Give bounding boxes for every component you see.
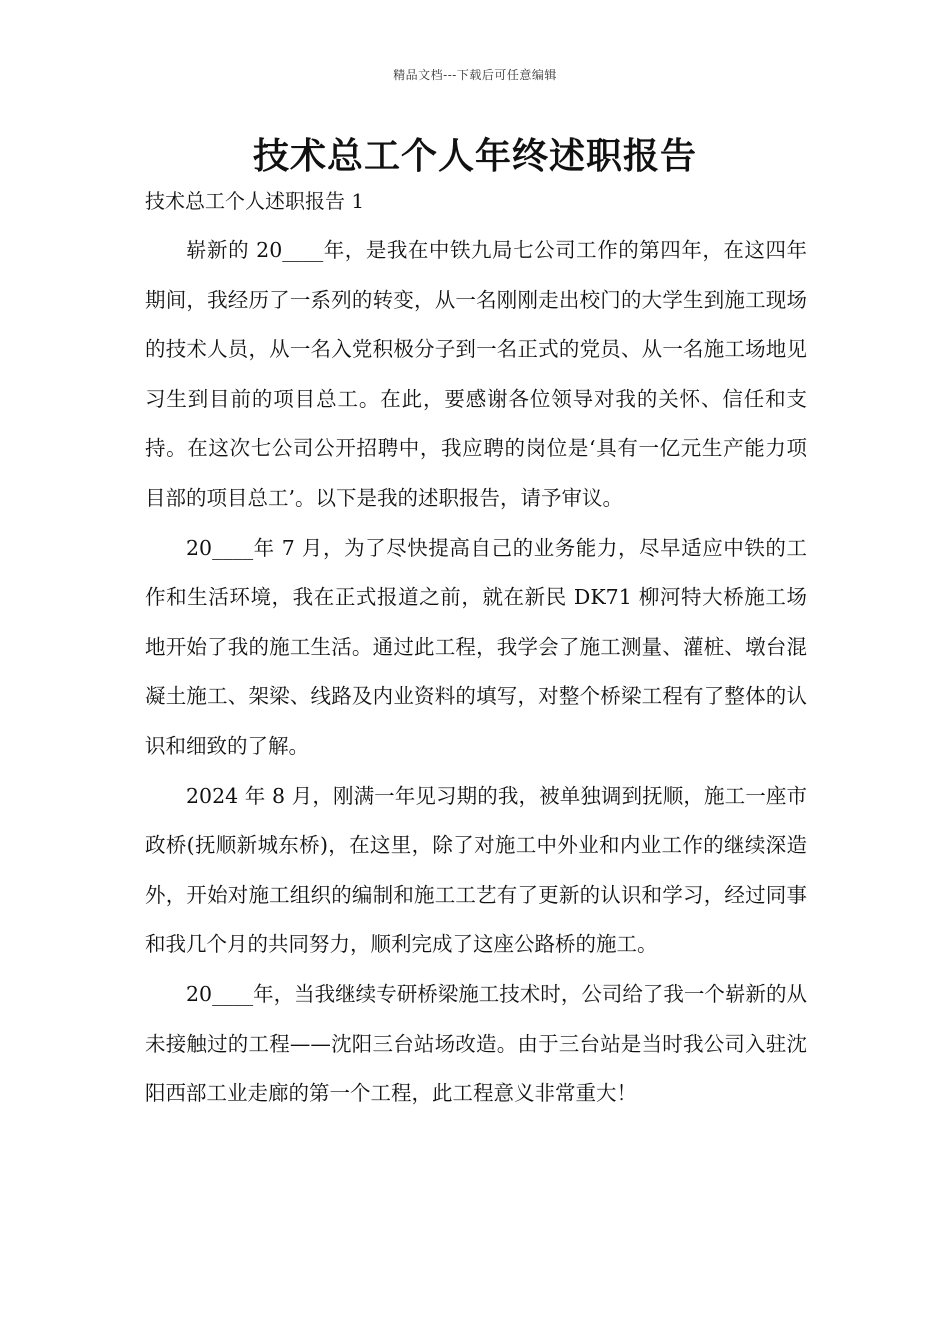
paragraph-3: 2024 年 8 月，刚满一年见习期的我，被单独调到抚顺，施工一座市政桥(抚顺新城东桥)，在这里，除了对施工中外业和内业工作的继续深造外，开始对施工组织的编制和施工工艺有了更新的认识和学习，经过同事和我几个月的共同努力，顺利完成了这座公路桥的施工。 [145,783,807,957]
paragraph-2: 20____年 7 月，为了尽快提高自己的业务能力，尽早适应中铁的工作和生活环境，我在正式报道之前，就在新民 DK71 柳河特大桥施工场地开始了我的施工生活。通过此工程，我学会了施工测量、灌桩、墩台混凝土施工、架梁、线路及内业资料的填写，对整个桥梁工程有了整体的认识和细致的了解。 [145,535,807,758]
document-title: 技术总工个人年终述职报告 [252,135,697,177]
document-body [145,226,807,1119]
document-subtitle: 技术总工个人述职报告 1 [145,189,365,213]
paragraph-1: 崭新的 20____年，是我在中铁九局七公司工作的第四年，在这四年期间，我经历了一系列的转变，从一名刚刚走出校门的大学生到施工现场的技术人员，从一名入党积极分子到一名正式的党员、从一名施工场地见习生到目前的项目总工。在此，要感谢各位领导对我的关怀、信任和支持。在这次七公司公开招聘中，我应聘的岗位是‘具有一亿元生产能力项目部的项目总工’。以下是我的述职报告，请予审议。 [145,238,807,510]
header-note: 精品文档---下载后可任意编辑 [393,68,557,82]
paragraph-4: 20____年，当我继续专研桥梁施工技术时，公司给了我一个崭新的从未接触过的工程——沈阳三台站场改造。由于三台站是当时我公司入驻沈阳西部工业走廊的第一个工程，此工程意义非常重大！ [145,981,807,1106]
